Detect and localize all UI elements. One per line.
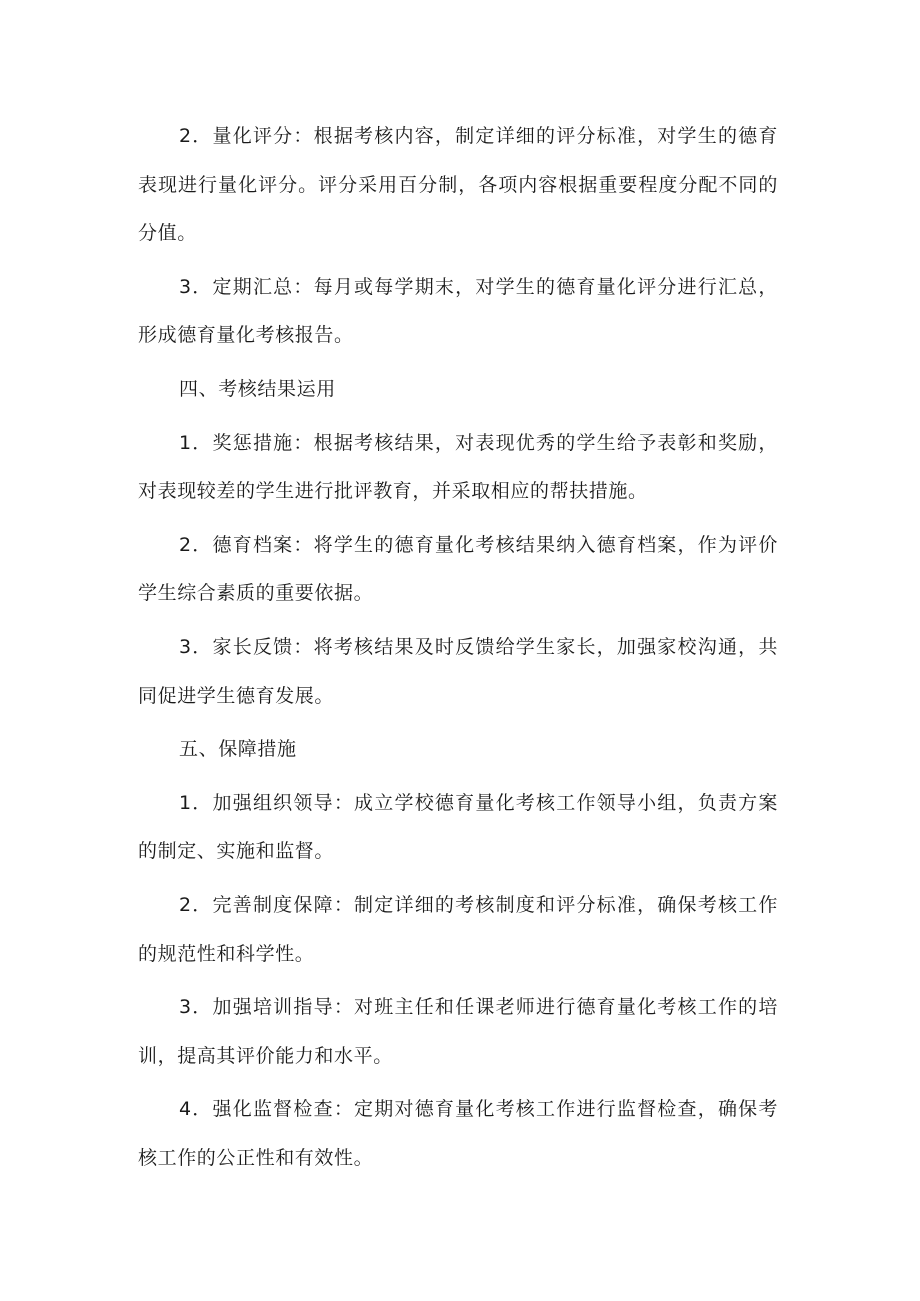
section-heading-results: 四、考核结果运用 xyxy=(179,377,336,400)
paragraph-summary: 3．定期汇总：每月或每学期末，对学生的德育量化评分进行汇总，形成德育量化考核报告。 xyxy=(138,275,778,347)
paragraph-parent-feedback: 3．家长反馈：将考核结果及时反馈给学生家长，加强家校沟通，共同促进学生德育发展。 xyxy=(138,635,778,707)
paragraph-training: 3．加强培训指导：对班主任和任课老师进行德育量化考核工作的培训，提高其评价能力和水平。 xyxy=(138,996,778,1067)
paragraph-scoring: 2．量化评分：根据考核内容，制定详细的评分标准，对学生的德育表现进行量化评分。评分采用百分制，各项内容根据重要程度分配不同的分值。 xyxy=(138,125,778,245)
paragraph-rewards: 1．奖惩措施：根据考核结果，对表现优秀的学生给予表彰和奖励，对表现较差的学生进行批评教育，并采取相应的帮扶措施。 xyxy=(138,431,778,503)
paragraph-leadership: 1．加强组织领导：成立学校德育量化考核工作领导小组，负责方案的制定、实施和监督。 xyxy=(138,791,778,863)
document-body xyxy=(138,112,778,1182)
paragraph-archive: 2．德育档案：将学生的德育量化考核结果纳入德育档案，作为评价学生综合素质的重要依据。 xyxy=(138,533,778,605)
paragraph-system: 2．完善制度保障：制定详细的考核制度和评分标准，确保考核工作的规范性和科学性。 xyxy=(138,893,778,965)
paragraph-supervision: 4．强化监督检查：定期对德育量化考核工作进行监督检查，确保考核工作的公正性和有效性。 xyxy=(138,1098,778,1169)
section-heading-safeguards: 五、保障措施 xyxy=(179,738,297,761)
